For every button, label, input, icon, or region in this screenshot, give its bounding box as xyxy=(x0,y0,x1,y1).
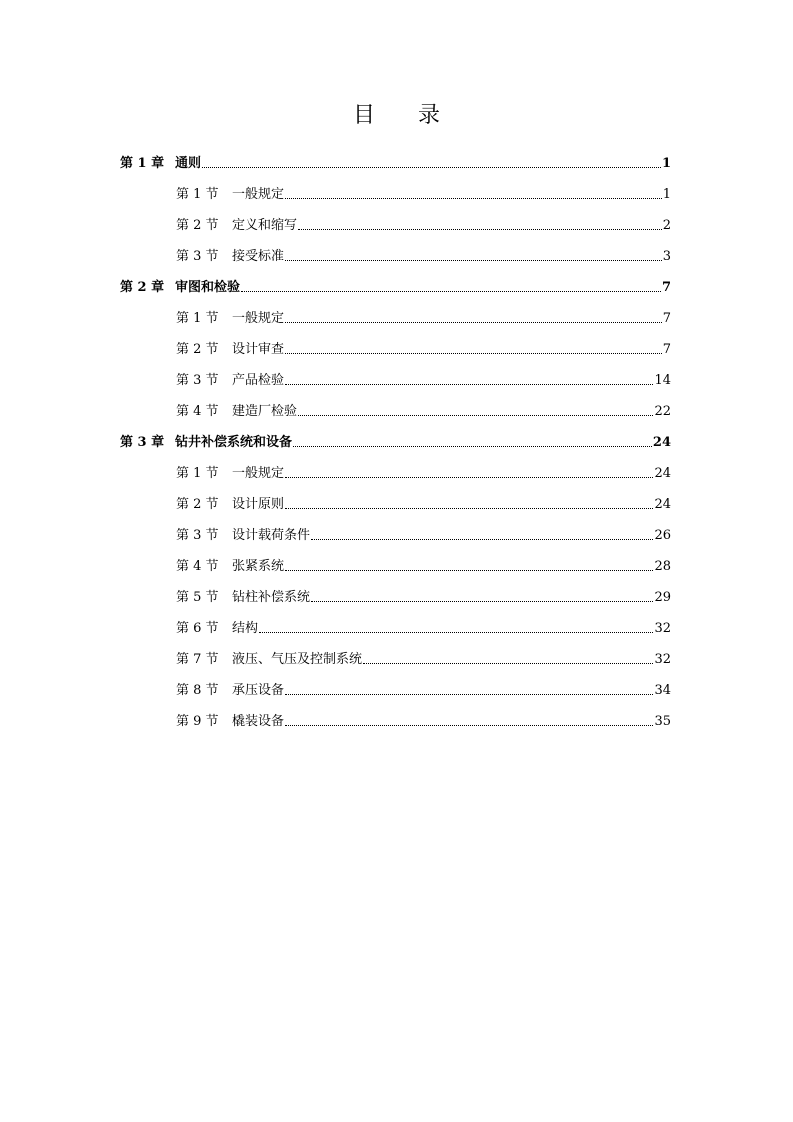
toc-entry-page: 14 xyxy=(653,365,671,396)
toc-section-entry[interactable] xyxy=(0,675,793,706)
dot-leader xyxy=(285,725,653,726)
toc-entry-title: 橇装设备 xyxy=(232,714,285,729)
toc-entry-number: 第 1 章 xyxy=(120,156,165,171)
dot-leader xyxy=(298,229,662,230)
toc-entry-title: 设计审查 xyxy=(232,342,285,357)
toc-section-entry[interactable] xyxy=(0,241,793,272)
toc-entry-page: 32 xyxy=(653,613,671,644)
dot-leader xyxy=(363,663,653,664)
toc-entry-page: 34 xyxy=(653,675,671,706)
toc-entry-page: 26 xyxy=(653,520,671,551)
toc-entry-page: 1 xyxy=(661,148,671,179)
toc-section-entry[interactable] xyxy=(0,520,793,551)
dot-leader xyxy=(311,601,653,602)
dot-leader xyxy=(285,260,662,261)
toc-entry-title: 张紧系统 xyxy=(232,559,285,574)
toc-entry-title: 一般规定 xyxy=(232,466,285,481)
dot-leader xyxy=(285,570,653,571)
dot-leader xyxy=(202,167,661,168)
toc-entry-title: 一般规定 xyxy=(232,311,285,326)
dot-leader xyxy=(285,353,662,354)
toc-entry-number: 第 7 节 xyxy=(176,652,219,667)
dot-leader xyxy=(293,446,652,447)
toc-section-entry[interactable] xyxy=(0,365,793,396)
toc-entry-number: 第 3 节 xyxy=(176,528,219,543)
toc-entry-number: 第 5 节 xyxy=(176,590,219,605)
toc-entry-number: 第 3 节 xyxy=(176,373,219,388)
toc-entry-title: 定义和缩写 xyxy=(232,218,298,233)
toc-entry-title: 建造厂检验 xyxy=(232,404,298,419)
toc-entry-page: 29 xyxy=(653,582,671,613)
toc-entry-page: 24 xyxy=(653,458,671,489)
toc-entry-page: 32 xyxy=(653,644,671,675)
toc-entry-title: 液压、气压及控制系统 xyxy=(232,652,363,667)
toc-chapter-entry[interactable] xyxy=(0,148,793,179)
toc-chapter-entry[interactable] xyxy=(0,272,793,303)
toc-entry-number: 第 2 节 xyxy=(176,218,219,233)
dot-leader xyxy=(285,322,662,323)
toc-entry-number: 第 2 节 xyxy=(176,342,219,357)
dot-leader xyxy=(285,477,653,478)
toc-entry-number: 第 3 节 xyxy=(176,249,219,264)
dot-leader xyxy=(241,291,661,292)
toc-entry-page: 24 xyxy=(653,489,671,520)
toc-entry-page: 28 xyxy=(653,551,671,582)
dot-leader xyxy=(285,508,653,509)
page-title: 目 录 xyxy=(353,103,458,128)
toc-entry-page: 7 xyxy=(662,303,671,334)
toc-entry-number: 第 2 章 xyxy=(120,280,165,295)
toc-entry-title: 一般规定 xyxy=(232,187,285,202)
dot-leader xyxy=(298,415,653,416)
toc-section-entry[interactable] xyxy=(0,551,793,582)
toc-entry-page: 1 xyxy=(662,179,671,210)
toc-chapter-entry[interactable] xyxy=(0,427,793,458)
toc-entry-number: 第 1 节 xyxy=(176,466,219,481)
toc-section-entry[interactable] xyxy=(0,613,793,644)
dot-leader xyxy=(285,384,653,385)
toc-entry-title: 钻柱补偿系统 xyxy=(232,590,311,605)
toc-section-entry[interactable] xyxy=(0,489,793,520)
toc-entry-number: 第 6 节 xyxy=(176,621,219,636)
toc-entry-page: 22 xyxy=(653,396,671,427)
toc-entry-title: 结构 xyxy=(232,621,259,636)
toc-entry-page: 3 xyxy=(662,241,671,272)
toc-entry-title: 设计载荷条件 xyxy=(232,528,311,543)
toc-entry-number: 第 9 节 xyxy=(176,714,219,729)
toc-entry-number: 第 1 节 xyxy=(176,311,219,326)
dot-leader xyxy=(285,694,653,695)
toc-section-entry[interactable] xyxy=(0,179,793,210)
toc-entry-title: 钻井补偿系统和设备 xyxy=(175,435,293,450)
toc-section-entry[interactable] xyxy=(0,210,793,241)
toc-section-entry[interactable] xyxy=(0,582,793,613)
dot-leader xyxy=(259,632,653,633)
toc-section-entry[interactable] xyxy=(0,706,793,737)
toc-entry-number: 第 3 章 xyxy=(120,435,165,450)
toc-entry-title: 设计原则 xyxy=(232,497,285,512)
toc-section-entry[interactable] xyxy=(0,303,793,334)
toc-section-entry[interactable] xyxy=(0,458,793,489)
toc-entry-title: 承压设备 xyxy=(232,683,285,698)
toc-entry-number: 第 4 节 xyxy=(176,404,219,419)
toc-section-entry[interactable] xyxy=(0,334,793,365)
dot-leader xyxy=(311,539,653,540)
toc-entry-page: 7 xyxy=(661,272,671,303)
toc-entry-number: 第 1 节 xyxy=(176,187,219,202)
toc-section-entry[interactable] xyxy=(0,396,793,427)
toc-entry-title: 接受标准 xyxy=(232,249,285,264)
toc-entry-page: 2 xyxy=(662,210,671,241)
toc-entry-number: 第 4 节 xyxy=(176,559,219,574)
toc-section-entry[interactable] xyxy=(0,644,793,675)
toc-entry-number: 第 2 节 xyxy=(176,497,219,512)
toc-entry-number: 第 8 节 xyxy=(176,683,219,698)
toc-entry-title: 通则 xyxy=(175,156,202,171)
toc-entry-page: 35 xyxy=(653,706,671,737)
toc-entry-page: 24 xyxy=(652,427,671,458)
dot-leader xyxy=(285,198,662,199)
toc-entry-page: 7 xyxy=(662,334,671,365)
toc-entry-title: 产品检验 xyxy=(232,373,285,388)
toc-entry-title: 审图和检验 xyxy=(175,280,241,295)
